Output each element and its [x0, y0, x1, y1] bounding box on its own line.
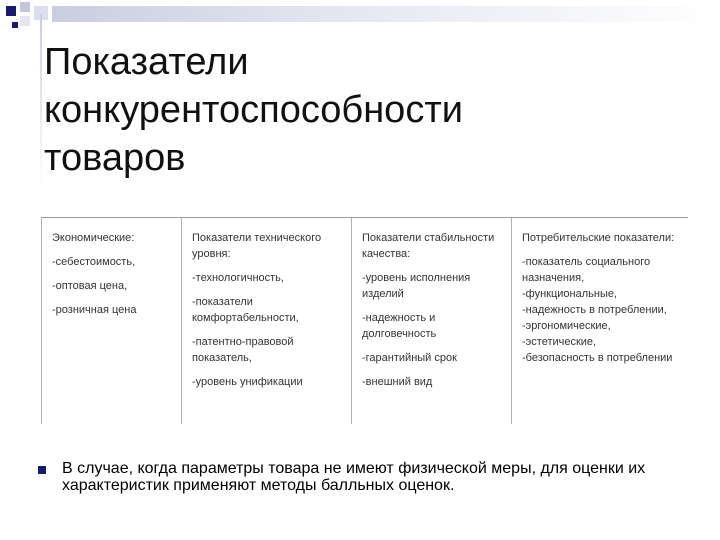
column-item: -внешний вид [362, 376, 433, 388]
table-column-technical [181, 218, 351, 424]
decorative-gradient-bar [52, 6, 720, 22]
title-line: Показатели [44, 41, 249, 83]
table-column-stability [351, 218, 511, 424]
column-item: -розничная цена [52, 304, 137, 316]
column-item: -функциональные, [522, 288, 618, 300]
decorative-square-small [20, 16, 30, 26]
column-header: Потребительские показатели: [522, 232, 675, 244]
title-line: конкурентоспособности [44, 89, 463, 131]
column-item: -эстетические, [522, 336, 597, 348]
column-item: -эргономические, [522, 320, 611, 332]
bullet-text: В случае, когда параметры товара не имеют физической меры, для оценки их характеристик применяют методы балльных оценок. [62, 460, 646, 494]
column-header: Показатели технического уровня: [192, 232, 322, 260]
column-item: -оптовая цена, [52, 280, 128, 292]
column-item: -уровень унификации [192, 376, 303, 388]
column-item: -технологичность, [192, 272, 284, 284]
decorative-square-grey [20, 2, 30, 12]
column-item: -себестоимость, [52, 256, 136, 268]
column-header: Экономические: [52, 232, 135, 244]
bullet-square-icon [38, 466, 46, 474]
table-column-economic [41, 218, 181, 424]
column-item: -показатели комфортабельности, [192, 296, 299, 324]
title-line: товаров [44, 137, 186, 179]
column-item: -гарантийный срок [362, 352, 457, 364]
decorative-square-navy-2 [12, 22, 18, 28]
column-item: -безопасность в потреблении [522, 352, 673, 364]
column-item: -надежность и долговечность [362, 312, 437, 340]
decorative-header [0, 0, 720, 30]
column-item: -показатель социального назначения, [522, 256, 651, 284]
column-header: Показатели стабильности качества: [362, 232, 495, 260]
indicators-table [41, 217, 688, 424]
decorative-square-navy [6, 6, 16, 16]
column-item: -патентно-правовой показатель, [192, 336, 294, 364]
decorative-vertical-line [40, 14, 42, 189]
slide-title [44, 38, 684, 182]
column-item: -надежность в потреблении, [522, 304, 667, 316]
table-column-consumer [511, 218, 688, 424]
column-item: -уровень исполнения изделий [362, 272, 471, 300]
